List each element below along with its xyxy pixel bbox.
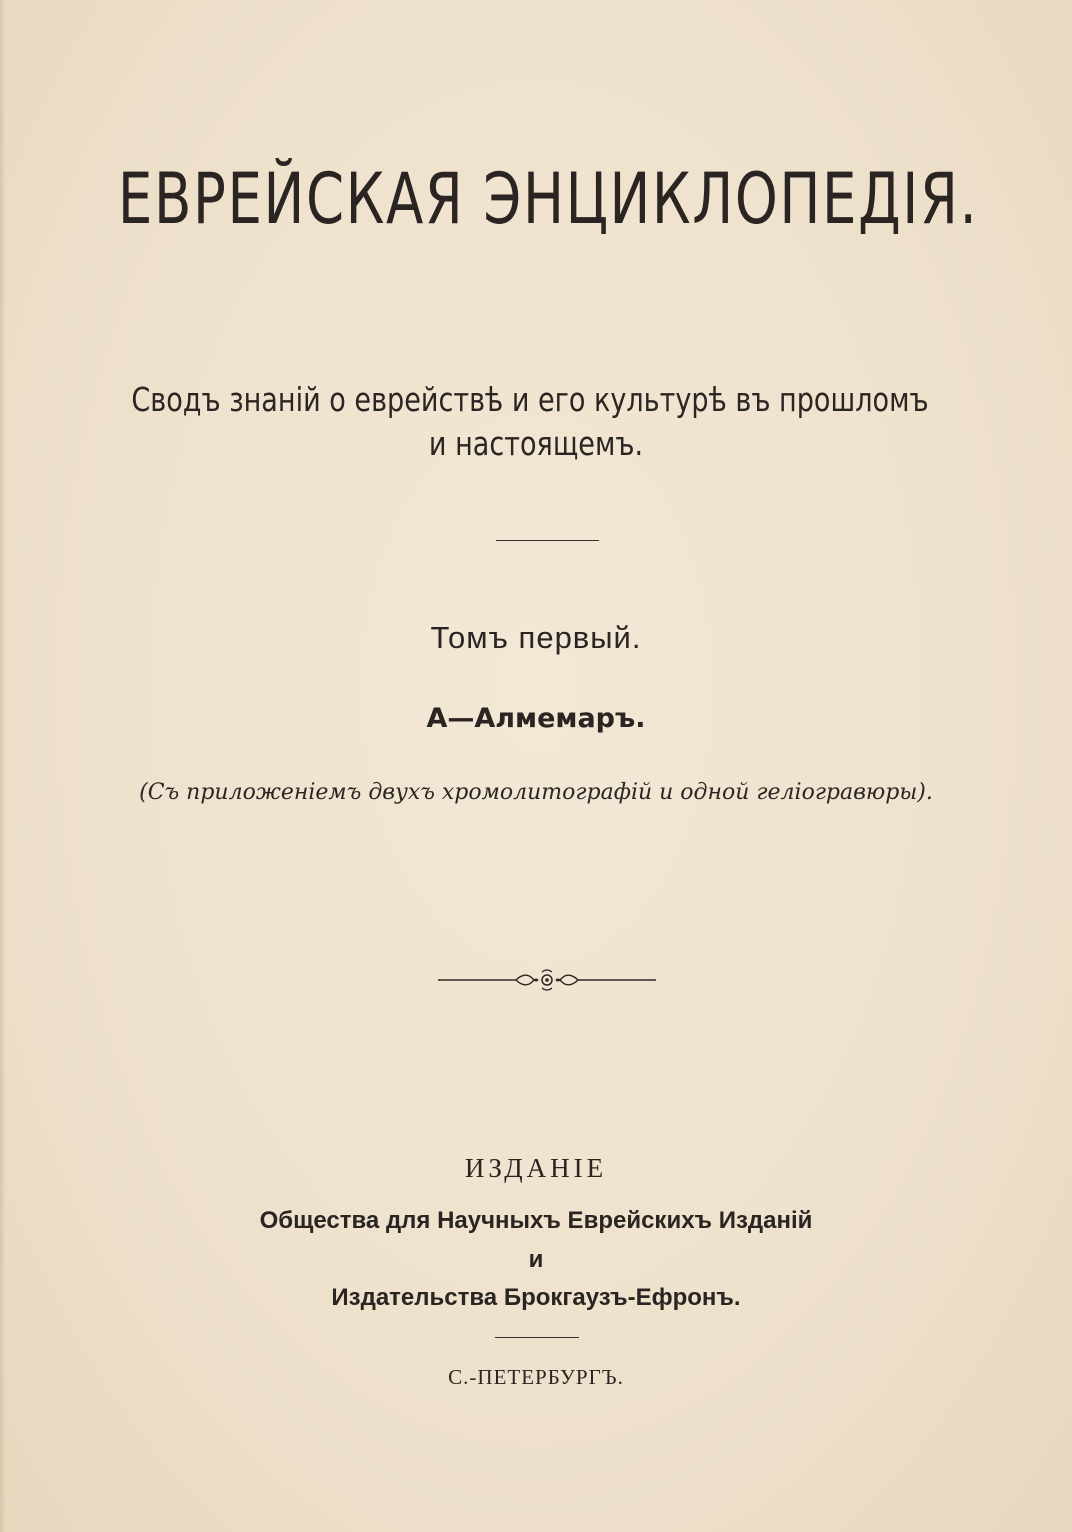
ornament-divider-icon	[438, 966, 656, 994]
imprint-heading: ИЗДАНІЕ	[464, 1153, 608, 1183]
subtitle-line-2: и настоящемъ.	[428, 424, 644, 463]
publication-city: С.-ПЕТЕРБУРГЪ.	[448, 1365, 624, 1389]
volume-range: А—Алмемаръ.	[426, 703, 646, 734]
divider-rule-bottom	[495, 1337, 579, 1338]
imprint-line-3: Издательства Брокгаузъ-Ефронъ.	[331, 1284, 741, 1311]
imprint-line-2: и	[528, 1246, 544, 1273]
imprint-line-1: Общества для Научныхъ Еврейскихъ Изданій	[259, 1207, 813, 1234]
encyclopedia-title: ЕВРЕЙСКАЯ ЭНЦИКЛОПЕДІЯ.	[117, 158, 979, 240]
subtitle-line-1: Сводъ знаній о еврействѣ и его культурѣ въ прошломъ	[131, 380, 929, 419]
divider-rule-top	[496, 540, 599, 541]
appendix-note: (Съ приложеніемъ двухъ хромолитографій и одной геліогравюры).	[139, 780, 933, 805]
volume-number: Томъ первый.	[430, 620, 642, 655]
